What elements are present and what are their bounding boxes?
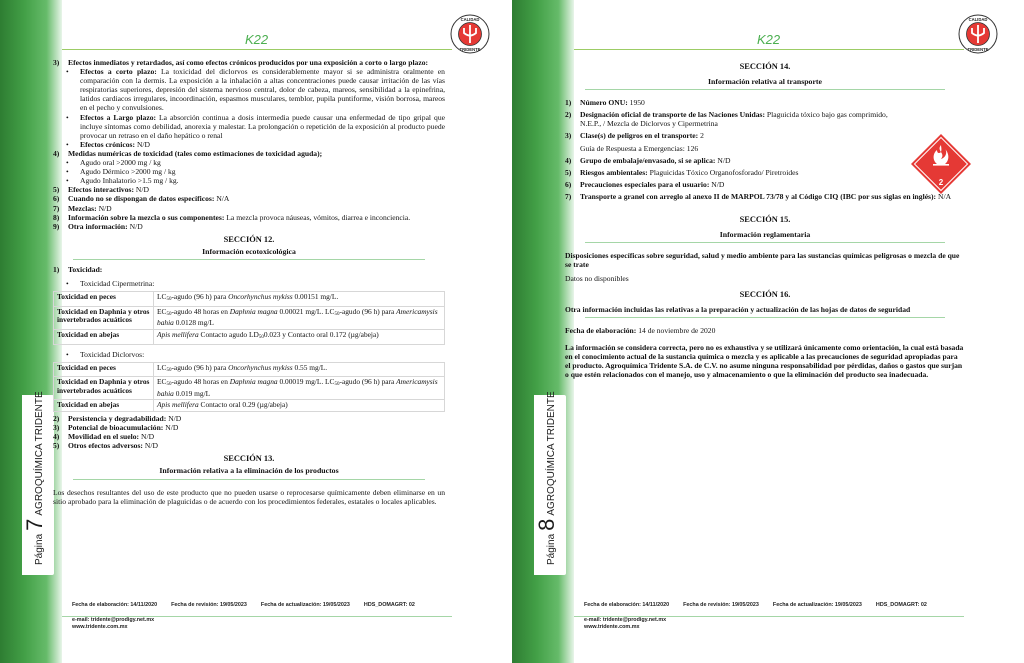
item-4-title: Medidas numéricas de toxicidad (tales como estimaciones de toxicidad aguda);	[68, 148, 323, 158]
bullet-cronicos: • Efectos crónicos: N/D	[66, 139, 151, 149]
footer-web[interactable]: www.tridente.com.mx	[72, 624, 128, 630]
table-row	[54, 329, 445, 344]
item-6-label: Cuando no se dispongan de datos específicos:	[68, 194, 215, 204]
doc-title: K22	[245, 32, 269, 47]
tox-table-diclorvos	[53, 362, 445, 412]
row-header-peces: Toxicidad en peces	[54, 292, 154, 307]
transport-item-5: 5) Riesgos ambientales: Plaguicidas Tóxico Organofosforado/ Piretroides	[565, 167, 799, 177]
bullet-largo: • Efectos a Largo plazo: La absorción continua a dosis intermedia puede causar una enfermedad de tipo gripal que incluye síntomas como debilidad, anorexia y malestar. La prolongación o repetición de la exposición al producto puede provocar un retraso en el daño hepático o renal	[66, 112, 445, 140]
page-label-prefix: Página	[34, 533, 45, 565]
company-label: AGROQUÍMICA TRIDENTE	[34, 391, 45, 516]
seal-bottom-text: TRIDENTE	[459, 47, 481, 52]
table-row	[54, 306, 445, 329]
item-8-value: La mezcla provoca náuseas, vómitos, diarrea e inconciencia.	[226, 212, 411, 222]
section-15-text: Disposiciones específicas sobre seguridad, salud y medio ambiente para las sustancias químicas peligrosas o mezcla de que se trate	[565, 251, 960, 270]
tox-table-cipermetrina	[53, 291, 445, 344]
cronicos-value: N/D	[136, 139, 151, 149]
section-16-subtitle: Otra información incluidas las relativas a la preparación y actualización de las hojas de datos de seguridad	[565, 304, 911, 314]
footer-revision: Fecha de revisión: 19/05/2023	[171, 602, 247, 608]
dic-daphnia-cell: $EC_{50}$-agudo 48 horas en Daphnia magna 0.00019 mg/L. $LC_{50}$-agudo (96 h) para Americamysis bahia 0.019 mg/L	[154, 377, 445, 400]
item-6: 6) Cuando no se dispongan de datos específicos: N/A	[53, 194, 230, 204]
item-3-title: Efectos inmediatos y retardados, así como efectos crónicos producidos por una exposición a corto o largo plazo:	[68, 58, 429, 67]
footer-actualizacion: Fecha de actualización: 19/05/2023	[772, 602, 862, 608]
cip-label-row: • Toxicidad Cipermetrina:	[66, 279, 155, 289]
footer-rule	[62, 616, 452, 617]
tox-dermico: • Agudo Dérmico >2000 mg / kg	[66, 167, 176, 177]
tox-dermico-text: Agudo Dérmico >2000 mg / kg	[80, 167, 176, 177]
transport-item-6: 6) Precauciones especiales para el usuario: N/D	[565, 179, 725, 189]
flammable-gas-hazard-icon	[910, 133, 972, 195]
largo-label: Efectos a Largo plazo:	[80, 112, 157, 122]
item-9-label: Otra información:	[68, 221, 128, 231]
cronicos-label: Efectos crónicos:	[80, 139, 136, 149]
s12-item-5: 5) Otros efectos adversos: N/D	[53, 441, 158, 451]
section-15-value: Datos no disponibles	[565, 274, 629, 284]
footer-elaboracion: Fecha de elaboración: 14/11/2020	[584, 602, 670, 608]
item-4: 4) Medidas numéricas de toxicidad (tales como estimaciones de toxicidad aguda);	[53, 148, 323, 158]
footer-elaboracion: Fecha de elaboración: 14/11/2020	[72, 602, 158, 608]
right-content	[565, 58, 965, 379]
disclaimer: La información se considera correcta, pero no es exhaustiva y se utilizará únicamente como orientación, la cual está basada en el conocimiento actual de la sustancia química o mezcla y es aplicable a las precauciones de seguridad apropiadas para el producto. Agroquímica Tridente S.A. de C.V. no asume ninguna responsabilidad por pérdidas, daños o gastos que surjan o que estén relacionados con el manejo, uso y almacenamiento o que la eliminación del producto sea inadecuada.	[565, 342, 964, 380]
table-row	[54, 400, 445, 412]
tox-oral-text: Agudo oral >2000 mg / kg	[80, 158, 161, 168]
transport-item-7: 7) Transporte a granel con arreglo al anexo II de MARPOL 73/78 y al Código CIQ (IBC por sus siglas en inglés): N/A	[565, 191, 952, 201]
s12-item-3: 3) Potencial de bioacumulación: N/D	[53, 423, 179, 433]
section-12-rule	[73, 259, 425, 260]
doc-title: K22	[757, 32, 781, 47]
dic-peces-cell: $LC_{50}$-agudo (96 h) para Oncorhynchus mykiss 0.55 mg/L.	[154, 362, 445, 377]
seal-top-text: CALIDAD	[968, 17, 988, 22]
page-number: 8	[534, 518, 559, 531]
section-13-rule	[73, 479, 425, 480]
footer-hds-num: 02	[920, 602, 927, 608]
page-right	[512, 0, 1024, 663]
title-rule	[574, 49, 964, 50]
item-7-value: N/D	[98, 203, 112, 213]
row-header-daphnia: Toxicidad en Daphnia y otros invertebrados acuáticos	[54, 306, 154, 329]
transport-item-3-guide: Guía de Respuesta a Emergencias: 126	[580, 143, 699, 153]
quality-seal-logo	[958, 14, 998, 54]
item-5: 5) Efectos interactivos: N/D	[53, 185, 149, 195]
item-3: 3) Efectos inmediatos y retardados, así como efectos crónicos producidos por una exposición a corto o largo plazo:	[53, 58, 429, 67]
section-14-subtitle: Información relativa al transporte	[708, 77, 822, 87]
table-row	[54, 292, 445, 307]
s12-item-1: 1) Toxicidad:	[53, 264, 103, 274]
item-6-value: N/A	[216, 194, 230, 204]
title-rule	[62, 49, 452, 50]
section-15-subtitle: Información reglamentaria	[719, 230, 811, 240]
item-5-label: Efectos interactivos:	[68, 185, 135, 195]
footer-email[interactable]: e-mail: tridente@prodigy.net.mx	[72, 617, 155, 623]
s12-item-4: 4) Movilidad en el suelo: N/D	[53, 432, 155, 442]
dic-label-row: • Toxicidad Diclorvos:	[66, 349, 145, 359]
footer-hds-num: 02	[408, 602, 415, 608]
table-row	[54, 362, 445, 377]
section-13-text: Los desechos resultantes del uso de este producto que no pueden usarse o reprocesarse químicamente deben eliminarse en un sitio aprobado para la eliminación de plaguicidas o de acuerdo con los procedimientos federales, estatales o locales aplicables.	[53, 487, 445, 506]
row-header-peces: Toxicidad en peces	[54, 362, 154, 377]
quality-seal-logo	[450, 14, 490, 54]
section-15-rule	[585, 242, 945, 243]
section-12-title: SECCIÓN 12.	[223, 234, 275, 244]
footer-web[interactable]: www.tridente.com.mx	[584, 624, 640, 630]
section-13-subtitle: Información relativa a la eliminación de los productos	[159, 466, 339, 476]
tox-oral: • Agudo oral >2000 mg / kg	[66, 158, 161, 168]
cip-daphnia-cell: $EC_{50}$-agudo 48 horas en Daphnia magna 0.00021 mg/L. $LC_{50}$-agudo (96 h) para Americamysis bahia 0.0128 mg/L	[154, 306, 445, 329]
footer-revision: Fecha de revisión: 19/05/2023	[683, 602, 759, 608]
hazard-class-number: 2	[938, 178, 944, 187]
footer-actualizacion: Fecha de actualización: 19/05/2023	[260, 602, 350, 608]
transport-list	[565, 98, 905, 189]
section-12-subtitle: Información ecotoxicológica	[202, 246, 296, 256]
section-15-title: SECCIÓN 15.	[739, 215, 791, 225]
table-row	[54, 377, 445, 400]
section-16-title: SECCIÓN 16.	[739, 289, 791, 299]
page-label-prefix: Página	[546, 533, 557, 565]
transport-item-3: 3) Clase(s) de peligros en el transporte: 2	[565, 131, 704, 141]
page-label	[22, 391, 52, 565]
item-8-label: Información sobre la mezcla o sus componentes:	[68, 212, 225, 222]
row-header-abejas: Toxicidad en abejas	[54, 329, 154, 344]
seal-bottom-text: TRIDENTE	[967, 47, 989, 52]
item-7-label: Mezclas:	[68, 203, 97, 213]
footer-email[interactable]: e-mail: tridente@prodigy.net.mx	[584, 617, 667, 623]
row-header-daphnia: Toxicidad en Daphnia y otros invertebrados acuáticos	[54, 377, 154, 400]
footer-hds: HDS_DOMAGRT:	[875, 602, 920, 608]
footer-rule	[574, 616, 964, 617]
page-label	[534, 391, 564, 565]
cip-abejas-cell: Apis mellifera Contacto agudo $LD_{50}0.023$ y Contacto oral 0.172 (µg/abeja)	[154, 329, 445, 344]
s12-item-2: 2) Persistencia y degradabilidad: N/D	[53, 414, 182, 423]
largo-text: La absorción continua a dosis intermedia puede causar una enfermedad de tipo gripal que incluye síntomas como debilidad, anorexia y malestar. La prolongación o repetición de la exposición al producto puede provocar un retraso en el daño hepático o renal	[80, 112, 445, 140]
bullet-corto: • Efectos a corto plazo: La toxicidad del diclorvos es considerablemente mayor si se administra oralmente en comparación con la dermis. La exposición a la inhalación a altas concentraciones puede causar irritación de las vías respiratorias superiores, depresión del sistema nervioso central, dolor de cabeza, mareos, sensibilidad a la epinefrina, latidos cardiacos irregulares, incoordinación, espasmos musculares, temblor, pupila puntiforme, visión borrosa, mareos en el pecho y convulsiones.	[66, 67, 445, 113]
footer-hds: HDS_DOMAGRT:	[363, 602, 408, 608]
item-9-value: N/D	[129, 221, 143, 231]
item-9: 9) Otra información: N/D	[53, 221, 143, 231]
corto-text: La toxicidad del diclorvos es considerablemente mayor si se administra oralmente en comparación con la dermis. La exposición a la inhalación a altas concentraciones puede causar irritación de las vías respiratorias superiores, depresión del sistema nervioso central, dolor de cabeza, mareos, sensibilidad a la epinefrina, latidos cardiacos irregulares, incoordinación, espasmos musculares, temblor, pupila puntiforme, visión borrosa, mareos en el pecho y convulsiones.	[80, 67, 445, 113]
item-8: 8) Información sobre la mezcla o sus componentes: La mezcla provoca náuseas, vómitos, diarrea e inconciencia.	[53, 212, 411, 222]
left-content	[53, 58, 445, 506]
company-label: AGROQUÍMICA TRIDENTE	[546, 391, 557, 516]
s12-item-1-label: Toxicidad:	[68, 264, 103, 274]
item-7: 7) Mezclas: N/D	[53, 203, 112, 213]
item-5-value: N/D	[135, 185, 149, 195]
seal-top-text: CALIDAD	[460, 17, 480, 22]
elaboracion-row: Fecha de elaboración: 14 de noviembre de 2020	[565, 325, 716, 335]
corto-label: Efectos a corto plazo:	[80, 67, 157, 77]
transport-item-4: 4) Grupo de embalaje/envasado, si se aplica: N/D	[565, 155, 731, 165]
dic-abejas-cell: Apis mellifera Contacto oral 0.29 (µg/abeja)	[154, 400, 445, 412]
dic-label: Toxicidad Diclorvos:	[80, 349, 145, 359]
row-header-abejas: Toxicidad en abejas	[54, 400, 154, 412]
section-14-title: SECCIÓN 14.	[739, 62, 791, 71]
transport-item-2: 2) Designación oficial de transporte de las Naciones Unidas: Plaguicida tóxico bajo gas comprimido, N.E.P., / Mezcla de Diclorvos y Cipermetrina	[565, 110, 888, 129]
section-16-rule	[585, 317, 945, 318]
page-number: 7	[22, 518, 47, 531]
cip-peces-cell: $LC_{50}$-agudo (96 h) para Oncorhynchus mykiss 0.00151 mg/L.	[154, 292, 445, 307]
section-13-title: SECCIÓN 13.	[223, 454, 275, 464]
transport-item-1: 1) Número ONU: 1950	[565, 98, 645, 108]
tox-inhal-text: Agudo Inhalatorio >1.5 mg / kg.	[80, 176, 179, 186]
cip-label: Toxicidad Cipermetrina:	[80, 279, 155, 289]
tox-inhal: • Agudo Inhalatorio >1.5 mg / kg.	[66, 176, 179, 186]
section-14-rule	[585, 89, 945, 90]
